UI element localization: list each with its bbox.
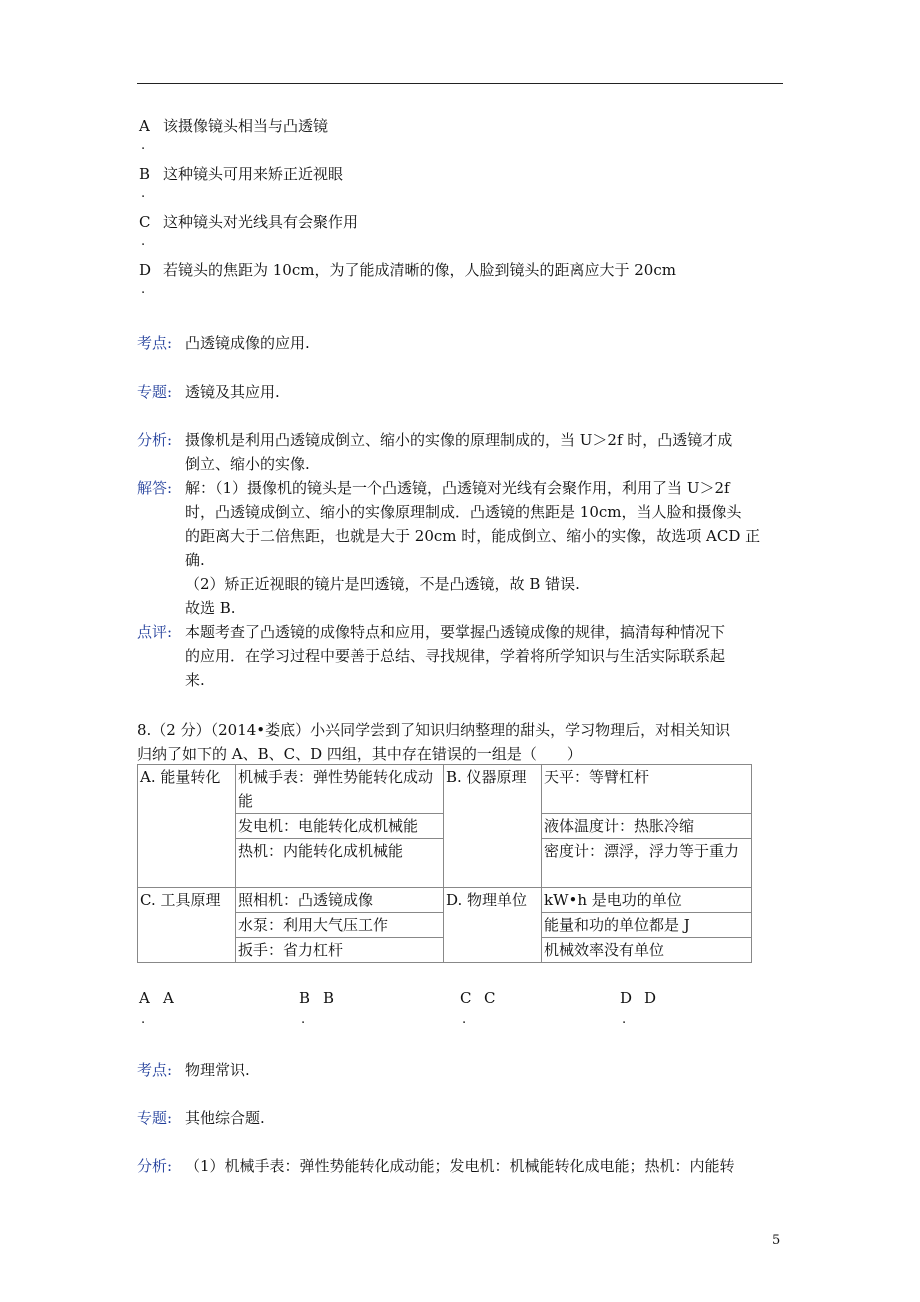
table-head-a: A. 能量转化 [138, 765, 236, 888]
table-cell: 热机：内能转化成机械能 [236, 839, 444, 888]
zhuanti-label: 专题: [137, 1109, 173, 1127]
zhuanti-label: 专题: [137, 383, 173, 401]
table-cell: 水泵：利用大气压工作 [236, 913, 444, 938]
dianping-line: 来. [185, 671, 205, 689]
q8-option-a-text: A [163, 989, 174, 1007]
option-dot: . [462, 1012, 467, 1027]
knowledge-table [137, 764, 752, 963]
table-cell: 发电机：电能转化成机械能 [236, 814, 444, 839]
table-head-d: D. 物理单位 [444, 888, 542, 963]
q7-option-a-letter: A [139, 117, 150, 135]
option-dot: . [141, 1012, 146, 1027]
option-dot: . [141, 138, 146, 153]
jieda-line: （2）矫正近视眼的镜片是凹透镜，不是凸透镜，故 B 错误. [185, 575, 580, 593]
page-number: 5 [772, 1233, 781, 1248]
jieda-line: 时，凸透镜成倒立、缩小的实像原理制成．凸透镜的焦距是 10cm，当人脸和摄像头 [185, 503, 742, 521]
q8-option-c-text: C [484, 989, 496, 1007]
header-rule [137, 83, 783, 84]
fenxi-label: 分析: [137, 1157, 173, 1175]
fenxi-line: 倒立、缩小的实像. [185, 455, 310, 473]
q8-option-a-letter: A [139, 989, 150, 1007]
q8-stem-line: 8.（2 分）（2014•娄底）小兴同学尝到了知识归纳整理的甜头，学习物理后，对相关知识 [137, 721, 731, 739]
q7-option-d-text: 若镜头的焦距为 10cm，为了能成清晰的像，人脸到镜头的距离应大于 20cm [163, 261, 676, 279]
option-dot: . [141, 186, 146, 201]
zhuanti-text: 其他综合题. [185, 1109, 265, 1127]
option-dot: . [301, 1012, 306, 1027]
dianping-line: 本题考查了凸透镜的成像特点和应用，要掌握凸透镜成像的规律，搞清每种情况下 [185, 623, 726, 641]
jieda-label: 解答: [137, 479, 173, 497]
table-cell: 天平：等臂杠杆 [542, 765, 752, 814]
q8-stem-line: 归纳了如下的 A、B、C、D 四组，其中存在错误的一组是（ ） [137, 745, 582, 763]
table-cell: 机械手表：弹性势能转化成动能 [236, 765, 444, 814]
table-cell: 能量和功的单位都是 J [542, 913, 752, 938]
jieda-line: 故选 B. [185, 599, 236, 617]
q8-option-c-letter: C [460, 989, 472, 1007]
q7-option-b-letter: B [139, 165, 151, 183]
jieda-line: 的距离大于二倍焦距，也就是大于 20cm 时，能成倒立、缩小的实像，故选项 ACD 正 [185, 527, 761, 545]
dianping-line: 的应用．在学习过程中要善于总结、寻找规律，学着将所学知识与生活实际联系起 [185, 647, 726, 665]
table-cell: 照相机：凸透镜成像 [236, 888, 444, 913]
table-head-b: B. 仪器原理 [444, 765, 542, 888]
q8-option-b-letter: B [299, 989, 311, 1007]
q7-option-c-letter: C [139, 213, 151, 231]
q7-option-b-text: 这种镜头可用来矫正近视眼 [163, 165, 344, 183]
q8-option-b-text: B [323, 989, 335, 1007]
table-head-c: C. 工具原理 [138, 888, 236, 963]
dianping-label: 点评: [137, 623, 173, 641]
option-dot: . [141, 282, 146, 297]
table-cell: 液体温度计：热胀冷缩 [542, 814, 752, 839]
q7-option-a-text: 该摄像镜头相当与凸透镜 [163, 117, 329, 135]
q7-option-d-letter: D [139, 261, 152, 279]
q8-option-d-text: D [644, 989, 657, 1007]
kaodian-label: 考点: [137, 1061, 173, 1079]
kaodian-text: 物理常识. [185, 1061, 250, 1079]
table-cell: kW•h 是电功的单位 [542, 888, 752, 913]
option-dot: . [141, 234, 146, 249]
fenxi-label: 分析: [137, 431, 173, 449]
q7-option-c-text: 这种镜头对光线具有会聚作用 [163, 213, 359, 231]
jieda-line: 确. [185, 551, 205, 569]
zhuanti-text: 透镜及其应用. [185, 383, 280, 401]
kaodian-label: 考点: [137, 334, 173, 352]
kaodian-text: 凸透镜成像的应用. [185, 334, 310, 352]
option-dot: . [622, 1012, 627, 1027]
table-cell: 密度计：漂浮，浮力等于重力 [542, 839, 752, 888]
fenxi-text: （1）机械手表：弹性势能转化成动能；发电机：机械能转化成电能；热机：内能转 [185, 1157, 735, 1175]
jieda-line: 解：（1）摄像机的镜头是一个凸透镜，凸透镜对光线有会聚作用，利用了当 U＞2f [185, 479, 730, 497]
table-cell: 扳手：省力杠杆 [236, 938, 444, 963]
q8-option-d-letter: D [620, 989, 633, 1007]
table-cell: 机械效率没有单位 [542, 938, 752, 963]
fenxi-line: 摄像机是利用凸透镜成倒立、缩小的实像的原理制成的，当 U＞2f 时，凸透镜才成 [185, 431, 733, 449]
